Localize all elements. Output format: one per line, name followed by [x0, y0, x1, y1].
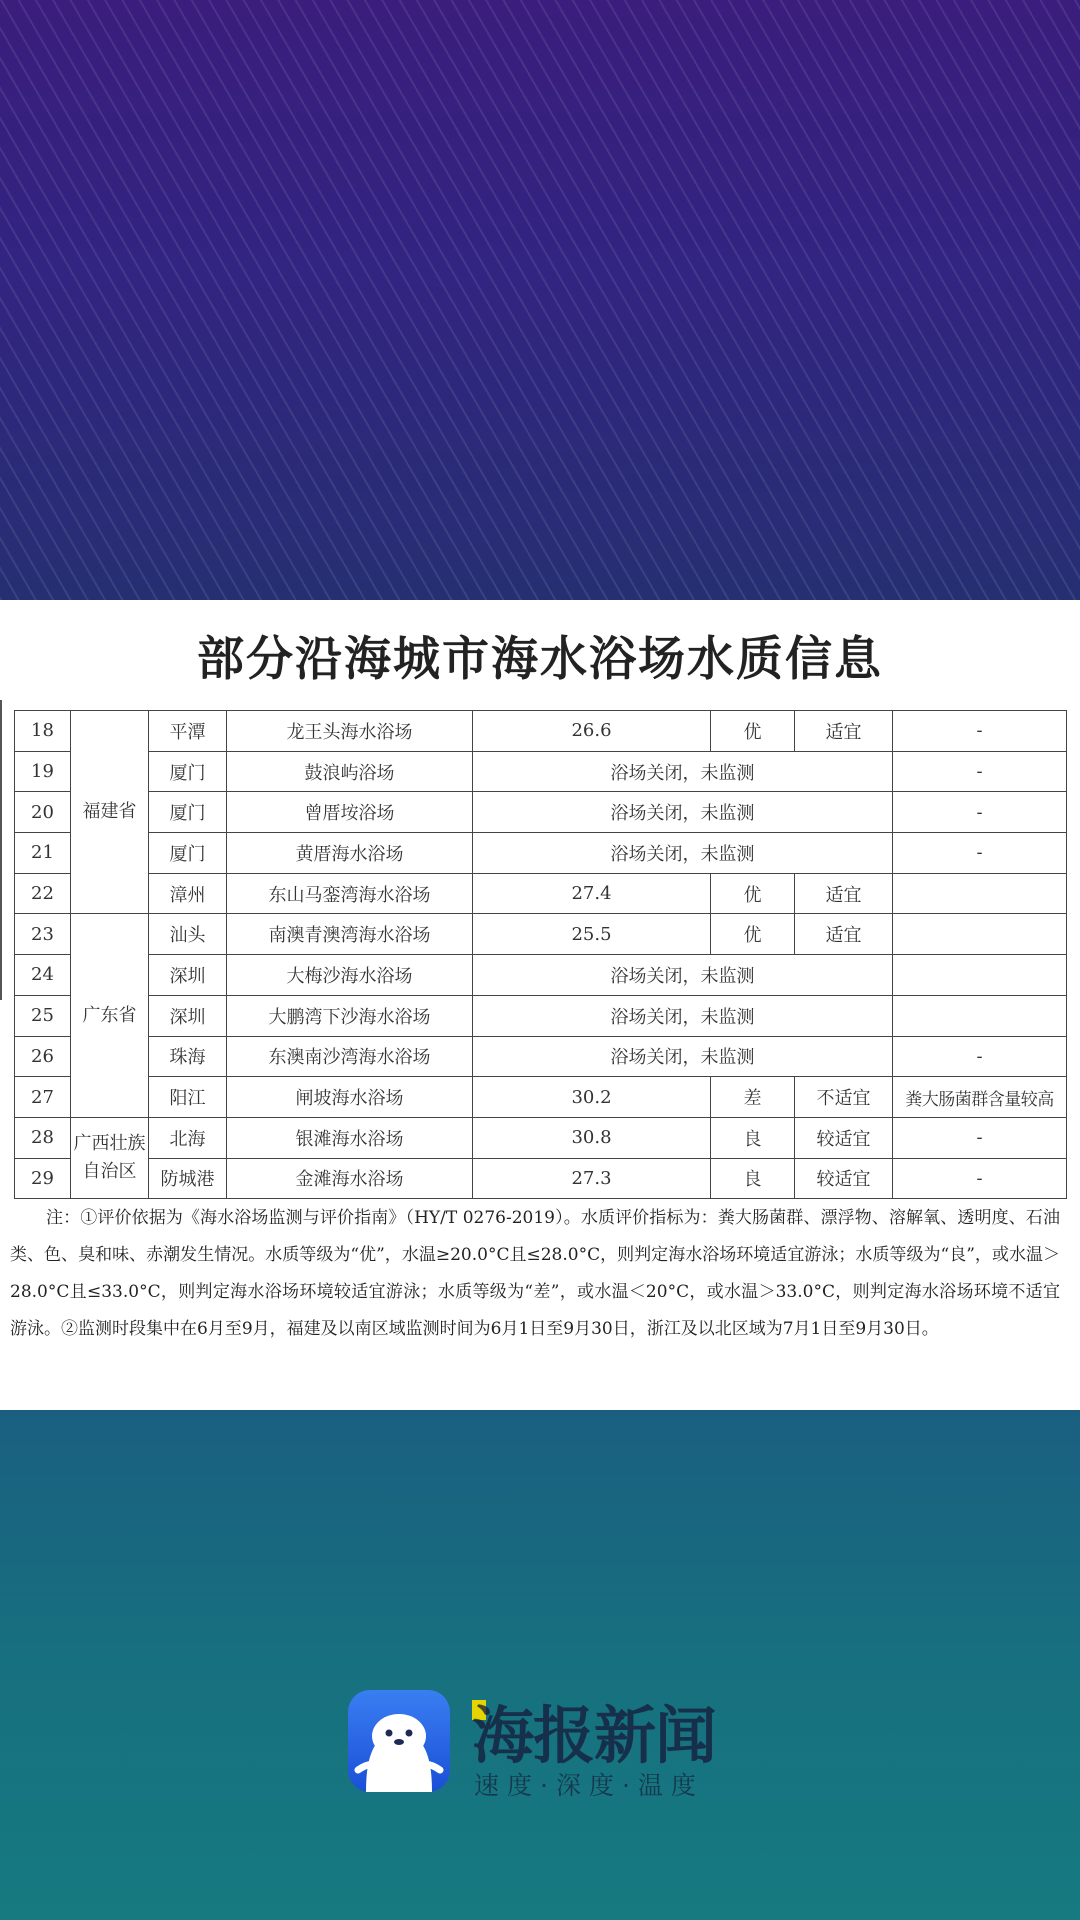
brand-slogan: 速度·深度·温度: [474, 1771, 704, 1800]
remark-cell: -: [893, 1158, 1067, 1199]
quality-grade: 优: [711, 873, 795, 914]
city-cell: 漳州: [149, 873, 227, 914]
page-edge-line: [0, 700, 5, 1000]
water-temp: 25.5: [473, 914, 711, 955]
beach-name: 东山马銮湾海水浴场: [227, 873, 473, 914]
remark-cell: -: [893, 751, 1067, 792]
city-cell: 汕头: [149, 914, 227, 955]
water-quality-table: [14, 710, 1067, 1199]
city-cell: 防城港: [149, 1158, 227, 1199]
quality-grade: 优: [711, 711, 795, 752]
quality-grade: 良: [711, 1117, 795, 1158]
table-row: [15, 914, 1067, 955]
suitability: 不适宜: [795, 1077, 893, 1118]
city-cell: 北海: [149, 1117, 227, 1158]
city-cell: 阳江: [149, 1077, 227, 1118]
row-number: 19: [15, 751, 71, 792]
table-row: [15, 792, 1067, 833]
remark-cell: [893, 914, 1067, 955]
table-row: [15, 711, 1067, 752]
beach-name: 大鹏湾下沙海水浴场: [227, 995, 473, 1036]
remark-cell: [893, 995, 1067, 1036]
province-cell: 福建省: [71, 711, 149, 914]
table-row: [15, 751, 1067, 792]
quality-grade: 优: [711, 914, 795, 955]
quality-grade: 良: [711, 1158, 795, 1199]
beach-name: 银滩海水浴场: [227, 1117, 473, 1158]
seal-mascot-icon: [348, 1690, 450, 1792]
table-row: [15, 995, 1067, 1036]
row-number: 18: [15, 711, 71, 752]
province-cell: 广东省: [71, 914, 149, 1117]
beach-name: 东澳南沙湾海水浴场: [227, 1036, 473, 1077]
city-cell: 深圳: [149, 995, 227, 1036]
bottom-background: [0, 1410, 1080, 1920]
city-cell: 厦门: [149, 792, 227, 833]
row-number: 28: [15, 1117, 71, 1158]
row-number: 23: [15, 914, 71, 955]
row-number: 29: [15, 1158, 71, 1199]
beach-name: 龙王头海水浴场: [227, 711, 473, 752]
city-cell: 厦门: [149, 833, 227, 874]
suitability: 较适宜: [795, 1117, 893, 1158]
quality-grade: 差: [711, 1077, 795, 1118]
beach-name: 鼓浪屿浴场: [227, 751, 473, 792]
water-temp: 27.4: [473, 873, 711, 914]
suitability: 较适宜: [795, 1158, 893, 1199]
province-cell: 广西壮族自治区: [71, 1117, 149, 1198]
row-number: 21: [15, 833, 71, 874]
footnote: 注：①评价依据为《海水浴场监测与评价指南》（HY/T 0276-2019）。水质评价指标为：粪大肠菌群、漂浮物、溶解氧、透明度、石油类、色、臭和味、赤潮发生情况。水质等级为“优”，水温≥20.0°C且≤28.0°C，则判定海水浴场环境适宜游泳；水质等级为“良”，或水温＞28.0°C且≤33.0°C，则判定海水浴场环境较适宜游泳；水质等级为“差”，或水温＜20°C，或水温＞33.0°C，则判定海水浴场环境不适宜游泳。②监测时段集中在6月至9月，福建及以南区域监测时间为6月1日至9月30日，浙江及以北区域为7月1日至9月30日。: [10, 1208, 1060, 1339]
suitability: 适宜: [795, 873, 893, 914]
row-number: 22: [15, 873, 71, 914]
row-number: 26: [15, 1036, 71, 1077]
status-cell: 浴场关闭，未监测: [473, 751, 893, 792]
remark-cell: -: [893, 833, 1067, 874]
status-cell: 浴场关闭，未监测: [473, 792, 893, 833]
water-temp: 30.2: [473, 1077, 711, 1118]
top-background: [0, 0, 1080, 600]
table-row: [15, 1158, 1067, 1199]
table-row: [15, 955, 1067, 996]
beach-name: 黄厝海水浴场: [227, 833, 473, 874]
water-temp: 30.8: [473, 1117, 711, 1158]
remark-cell: -: [893, 711, 1067, 752]
remark-cell: [893, 955, 1067, 996]
remark-cell: 粪大肠菌群含量较高: [893, 1077, 1067, 1118]
table-row: [15, 1077, 1067, 1118]
beach-name: 金滩海水浴场: [227, 1158, 473, 1199]
beach-name: 南澳青澳湾海水浴场: [227, 914, 473, 955]
row-number: 20: [15, 792, 71, 833]
city-cell: 珠海: [149, 1036, 227, 1077]
row-number: 25: [15, 995, 71, 1036]
city-cell: 平潭: [149, 711, 227, 752]
beach-name: 闸坡海水浴场: [227, 1077, 473, 1118]
city-cell: 厦门: [149, 751, 227, 792]
brand-name: 海报新闻: [472, 1699, 717, 1772]
table-row: [15, 833, 1067, 874]
city-cell: 深圳: [149, 955, 227, 996]
status-cell: 浴场关闭，未监测: [473, 995, 893, 1036]
status-cell: 浴场关闭，未监测: [473, 833, 893, 874]
document-title: 部分沿海城市海水浴场水质信息: [197, 632, 883, 687]
suitability: 适宜: [795, 914, 893, 955]
remark-cell: -: [893, 792, 1067, 833]
table-row: [15, 1117, 1067, 1158]
remark-cell: -: [893, 1117, 1067, 1158]
table-row: [15, 873, 1067, 914]
row-number: 24: [15, 955, 71, 996]
remark-cell: [893, 873, 1067, 914]
brand-logo: [348, 1690, 748, 1800]
status-cell: 浴场关闭，未监测: [473, 955, 893, 996]
row-number: 27: [15, 1077, 71, 1118]
table-row: [15, 1036, 1067, 1077]
suitability: 适宜: [795, 711, 893, 752]
water-temp: 26.6: [473, 711, 711, 752]
water-temp: 27.3: [473, 1158, 711, 1199]
status-cell: 浴场关闭，未监测: [473, 1036, 893, 1077]
remark-cell: -: [893, 1036, 1067, 1077]
beach-name: 曾厝垵浴场: [227, 792, 473, 833]
document-image: [0, 600, 1080, 1410]
beach-name: 大梅沙海水浴场: [227, 955, 473, 996]
